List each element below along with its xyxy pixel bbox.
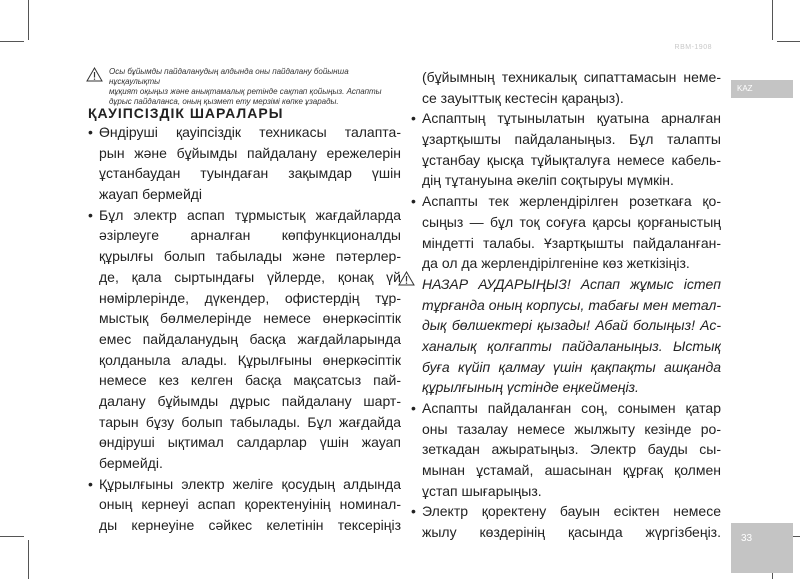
intro-line: дұрыс пайдаланса, оның қызмет ету мерзімі көпке ұзарады. (109, 97, 339, 106)
text-line: • Өндіруші қауіпсіздік техникасы талапта- (88, 122, 401, 143)
text-line: • Аспаптың тұтынылатын қуатына арналған (411, 108, 721, 129)
text-line: зеткадан ажыратыңыз. Электр бауды сы- (422, 441, 721, 458)
model-number: RBM-1908 (674, 44, 712, 51)
text-line: далану бұйымды дұрыс пайдалану шарт- (99, 392, 401, 409)
text-line: • Құрылғыны электр желіге қосудың алдында (88, 474, 401, 495)
text-line: ұстап шығарыңыз. (422, 482, 542, 499)
text-line: мынан ұстамай, ашасынан құрғақ қолмен (422, 462, 721, 479)
text-line: оның кернеуі аспап қоректенуінің номинал- (99, 496, 401, 513)
left-column (88, 122, 401, 536)
text-line: (бұйымның техникалық сипаттамасын неме- (422, 69, 721, 85)
text-line: құрылғы болып табылады және пәтерлер- (99, 248, 401, 265)
text-line: нөмірлерінде, дүкендер, офистердің тұр- (99, 289, 401, 306)
warning-line: құрылғының үстінде еңкеймеңіз. (422, 379, 639, 396)
text-line: • Электр қоректену бауын есіктен немесе (411, 501, 721, 522)
right-column (411, 67, 721, 543)
intro-note (109, 67, 401, 107)
text-line: жауап бермейді (99, 186, 203, 203)
text-line: тарын бұзу болып табылады. Бұл жағдайда (99, 413, 401, 430)
language-tab (731, 80, 793, 98)
warning-line: тұрғанда оның корпусы, табағы мен метал- (422, 296, 721, 313)
text-line: міндетті талабы. Ұзартқышты пайдаланған- (422, 234, 721, 251)
crop-mark-top-left-v (28, 0, 29, 40)
text-line: да ол да жерлендірілгеніне көз жеткізіңіз. (422, 255, 690, 272)
warning-icon (86, 67, 103, 82)
text-line: бермейді. (99, 455, 163, 471)
section-title: ҚАУІПСІЗДІК ШАРАЛАРЫ (88, 105, 284, 121)
text-line: немесе кез келген басқа мақсатсыз пай- (99, 372, 401, 389)
crop-mark-top-left-h (0, 41, 24, 42)
text-line: • Бұл электр аспап тұрмыстық жағдайларда (88, 205, 401, 226)
text-line: ұстанбаудан туындаған зақымдар үшін (99, 165, 401, 182)
text-line: ұстанбау қысқа тұйықталуға немесе кабель- (422, 151, 721, 168)
text-line: се зауыттық кестесін қараңыз). (422, 89, 624, 106)
text-line: жылу көздерінің қасында жүргізбеңіз. (422, 524, 721, 541)
text-line: емес пайдаланудың басқа жағдайларында (99, 330, 401, 347)
text-line: ұзартқышты пайдаланыңыз. Бұл талапты (422, 131, 721, 148)
warning-line: дық бөлшектері қызады! Абай болыңыз! Ас- (422, 317, 721, 334)
crop-mark-bottom-left-h (0, 536, 24, 537)
text-line: сыңыз — бұл тоқ соғуға қарсы қорғаныстың (422, 213, 721, 230)
warning-line: ханалық қолғапты пайдаланыңыз. Ыстық (422, 337, 721, 354)
text-line: мыстық бөлмелерінде немесе өнеркәсіптік (99, 310, 401, 327)
language-label: KAZ (737, 84, 753, 93)
crop-mark-top-right-v (772, 0, 773, 40)
crop-mark-top-right-h (777, 41, 800, 42)
text-line: • Аспапты тек жерлендірілген розеткаға қо- (411, 191, 721, 212)
text-line: оны тазалау немесе жылжыту кезінде ро- (422, 420, 721, 437)
text-line: • Аспапты пайдаланған соң, сонымен қатар (411, 398, 721, 419)
page-number: 33 (741, 533, 753, 544)
warning-line: буға күйіп қалмау үшін қақпақты ашқанда (422, 358, 721, 375)
intro-line: мұқият оқыңыз және анықтамалық ретінде сақтап қойыңыз. Аспапты (109, 87, 382, 96)
text-line: де, қала сыртындағы үйлерде, қонақ үй (99, 268, 401, 285)
text-line: әзірлеуге арналған көпфункционалды (99, 227, 401, 244)
text-line: рын және бұйымды пайдалану ережелерін (99, 144, 401, 161)
crop-mark-bottom-left-v (28, 540, 29, 579)
text-line: ды кернеуіне сәйкес келетінін тексеріңіз (99, 517, 401, 534)
intro-line: Осы бұйымды пайдаланудың алдында оны пайдалану бойынша нұсқаулықты (109, 67, 349, 86)
page-number-tab (731, 523, 793, 573)
text-line: дің тұтануына әкеліп соқтыруы мүмкін. (422, 172, 674, 189)
text-line: өндіруші ықтимал салдарлар үшін жауап (99, 434, 401, 451)
text-line: қолданыла алады. Құрылғыны өнеркәсіптік (99, 351, 401, 368)
warning-line: НАЗАР АУДАРЫҢЫЗ! Аспап жұмыс істеп (422, 275, 721, 292)
